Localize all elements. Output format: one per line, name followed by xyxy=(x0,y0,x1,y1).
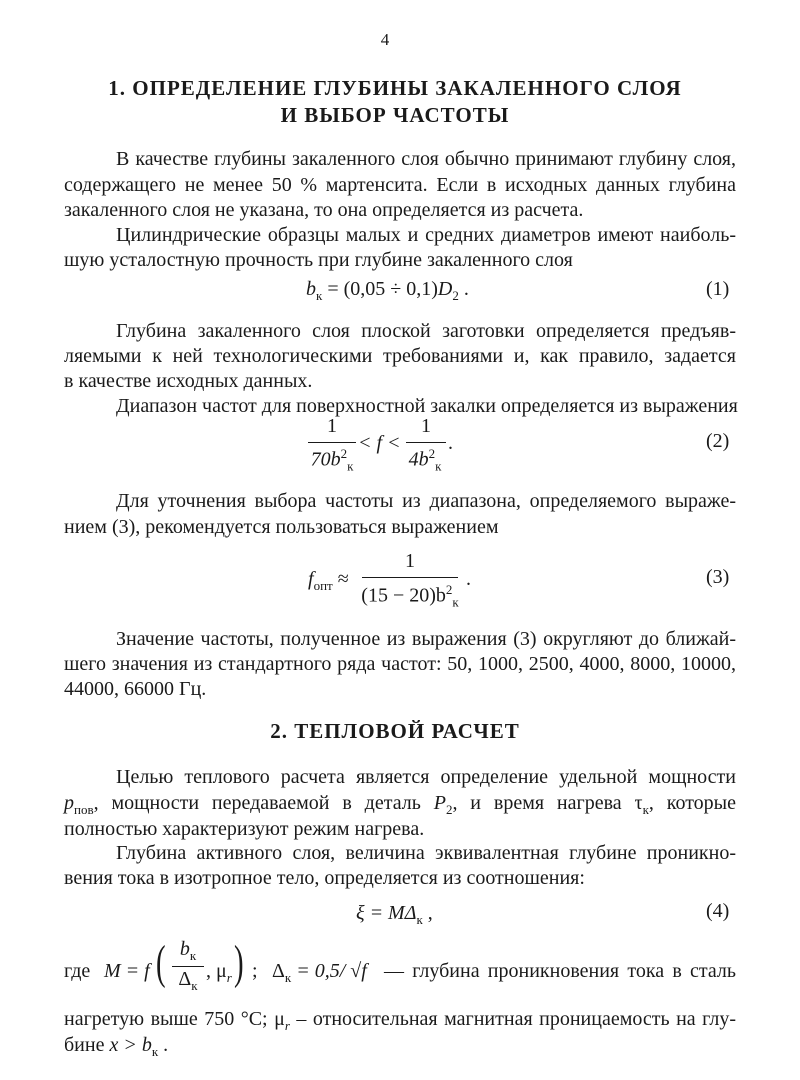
where-semicolon: ; xyxy=(252,960,258,982)
paragraph-line: шую усталостную прочность при глубине закаленного слоя xyxy=(64,249,573,271)
eq2-numerator-2: 1 xyxy=(421,415,431,437)
eq2-denominator-1: $70b^2_к$ xyxy=(310,446,354,474)
paragraph-line: Целью теплового расчета является определение удельной мощности xyxy=(116,766,736,788)
eq2-fraction-line-1 xyxy=(308,442,356,443)
eq2-fraction-line-2 xyxy=(406,442,446,443)
paragraph-line: Значение частоты, полученное из выражения (3) округляют до ближай- xyxy=(116,628,736,650)
equation-1 xyxy=(306,276,469,309)
section-2-title: 2. ТЕПЛОВОЙ РАСЧЕТ xyxy=(270,719,520,743)
eq3-lhs: $f_{опт}$ ≈ xyxy=(308,568,349,593)
eq3-dot: . xyxy=(466,568,471,590)
eq3-fraction-line xyxy=(362,577,458,578)
paragraph-line: содержащего не менее 50 % мартенсита. Если в исходных данных глубина xyxy=(64,174,736,196)
eq1-b: b xyxy=(306,278,316,300)
equation-4: $\xi = M\Delta_к$ , xyxy=(356,902,433,927)
equation-1-number: (1) xyxy=(706,278,730,300)
paragraph-line: Диапазон частот для поверхностной закалки определяется из выражения xyxy=(116,395,738,417)
right-paren: ) xyxy=(234,936,244,989)
paragraph-line-with-math: нагретую выше 750 °С; $\mu_r$ – относительная магнитная проницаемость на глу- xyxy=(64,1008,736,1033)
paragraph-line: 44000, 66000 Гц. xyxy=(64,678,207,700)
paragraph-line: закаленного слоя не указана, то она определяется из расчета. xyxy=(64,199,584,221)
where-M: M = f xyxy=(104,960,150,982)
paragraph-line: В качестве глубины закаленного слоя обычно принимают глубину слоя, xyxy=(116,148,736,170)
paragraph-line: вения тока в изотропное тело, определяется из соотношения: xyxy=(64,867,585,889)
eq2-middle: < f < xyxy=(358,432,401,454)
equation-3-number: (3) xyxy=(706,566,730,588)
eq2-denominator-2: $4b^2_к$ xyxy=(408,446,442,474)
eq2-numerator-1: 1 xyxy=(327,415,337,437)
eq3-numerator: 1 xyxy=(405,550,415,572)
eq1-rhs: = (0,05 ÷ 0,1) xyxy=(322,278,438,300)
where-denominator: $\Delta_к$ xyxy=(178,968,198,993)
eq1-dot: . xyxy=(458,278,469,300)
section-1-title-line-1: 1. ОПРЕДЕЛЕНИЕ ГЛУБИНЫ ЗАКАЛЕННОГО СЛОЯ xyxy=(108,76,682,100)
paragraph-line: Глубина закаленного слоя плоской заготовки определяется предъяв- xyxy=(116,320,736,342)
where-mu: , $\mu_r$ xyxy=(206,960,232,985)
paragraph-line: Глубина активного слоя, величина эквивалентная глубине проникно- xyxy=(116,842,736,864)
where-delta-formula: $\Delta_к = 0,5/$ √f xyxy=(272,960,367,985)
paragraph-line: полностью характеризуют режим нагрева. xyxy=(64,818,425,840)
paragraph-line-with-math: бине $x > b_к$ . xyxy=(64,1034,169,1059)
eq2-dot: . xyxy=(448,432,453,454)
eq1-sub: к xyxy=(316,288,323,303)
eq1-sub2: 2 xyxy=(452,288,459,303)
where-word: где xyxy=(64,960,91,982)
left-paren: ( xyxy=(156,936,166,989)
page-number: 4 xyxy=(380,30,390,49)
paragraph-line: шего значения из стандартного ряда частот: 50, 1000, 2500, 4000, 8000, 10000, xyxy=(64,653,736,675)
where-text: — глубина проникновения тока в сталь xyxy=(384,960,736,982)
paragraph-line: ляемыми к ней технологическими требованиями и, как правило, задается xyxy=(64,345,736,367)
where-numerator: $b_к$ xyxy=(179,938,197,963)
paragraph-line: нием (3), рекомендуется пользоваться выражением xyxy=(64,516,499,538)
eq3-denominator: $(15 - 20)b^2_к$ xyxy=(361,582,459,610)
paragraph-line: Цилиндрические образцы малых и средних диаметров имеют наиболь- xyxy=(116,224,736,246)
paragraph-line: в качестве исходных данных. xyxy=(64,370,313,392)
where-fraction-line xyxy=(172,966,204,967)
eq1-D: D xyxy=(437,278,453,300)
section-1-title-line-2: И ВЫБОР ЧАСТОТЫ xyxy=(280,103,510,127)
paragraph-line-with-math: $p_{пов}$, мощности передаваемой в деталь $P_2$, и время нагрева $\tau_к$, которые xyxy=(64,792,736,817)
paragraph-line: Для уточнения выбора частоты из диапазона, определяемого выраже- xyxy=(116,490,736,512)
equation-2-number: (2) xyxy=(706,430,730,452)
equation-4-number: (4) xyxy=(706,900,730,922)
